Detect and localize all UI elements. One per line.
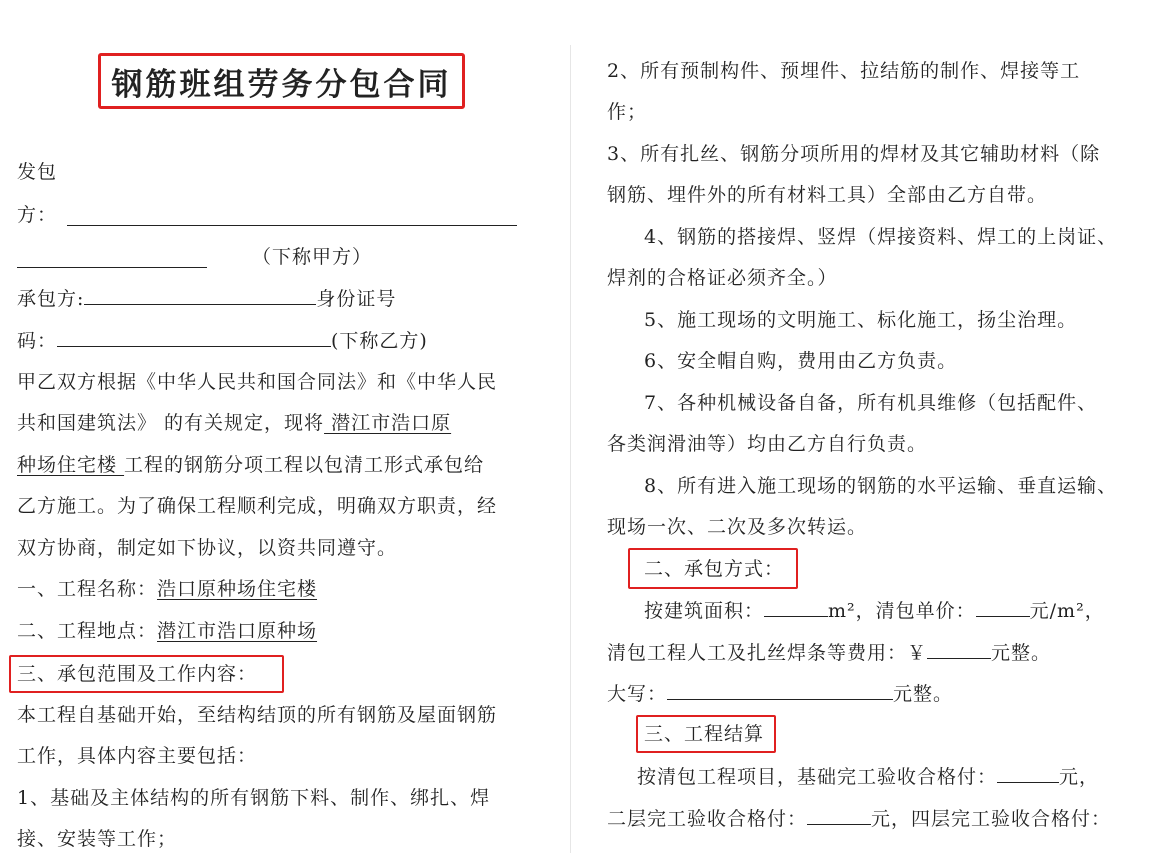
project-name-underlined: 种场住宅楼	[17, 454, 125, 476]
scope-item-4-line-1: 4、钢筋的搭接焊、竖焊（焊接资料、焊工的上岗证、	[644, 226, 1118, 248]
labor-cost-blank[interactable]	[927, 640, 991, 659]
amount-words-unit: 元整。	[893, 683, 954, 705]
preamble-text-3: 工程的钢筋分项工程以包清工形式承包给	[124, 454, 485, 476]
preamble-text: 共和国建筑法》 的有关规定，现将	[17, 412, 325, 434]
amount-words-blank[interactable]	[667, 681, 893, 700]
preamble-line-5: 双方协商，制定如下协议，以资共同遵守。	[17, 537, 398, 559]
scope-line-1: 本工程自基础开始，至结构结顶的所有钢筋及屋面钢筋	[17, 704, 498, 726]
scope-item-5: 5、施工现场的文明施工、标化施工，扬尘治理。	[644, 309, 1078, 331]
scope-item-7-line-2: 各类润滑油等）均由乙方自行负责。	[607, 433, 928, 455]
scope-item-8-line-1: 8、所有进入施工现场的钢筋的水平运输、垂直运输、	[644, 475, 1118, 497]
project-name-value: 浩口原种场住宅楼	[157, 578, 318, 600]
preamble-line-3	[17, 453, 484, 477]
party-a-note: （下称甲方）	[252, 246, 373, 268]
foundation-payment-unit: 元，	[1059, 766, 1100, 788]
party-b-note: (下称乙方)	[331, 330, 428, 352]
scope-item-1-line-1: 1、基础及主体结构的所有钢筋下料、制作、绑扎、焊	[17, 787, 491, 809]
unit-price-unit: 元/m²，	[1029, 600, 1105, 622]
employer-blank[interactable]	[67, 225, 517, 226]
section-scope-heading: 三、承包范围及工作内容：	[17, 663, 258, 685]
preamble-line-1: 甲乙双方根据《中华人民共和国合同法》和《中华人民	[17, 371, 498, 393]
contractor-blank[interactable]	[84, 286, 316, 305]
fourth-floor-payment-label: 元，四层完工验收合格付：	[871, 808, 1112, 830]
settlement-line-2	[607, 806, 1111, 831]
area-price-line	[644, 598, 1105, 623]
unit-price-label: m²，清包单价：	[828, 600, 976, 622]
foundation-payment-label: 按清包工程项目，基础完工验收合格付：	[637, 766, 998, 788]
id-number-label: 身份证号	[316, 288, 397, 310]
scope-item-3-line-2: 钢筋、埋件外的所有材料工具）全部由乙方自带。	[607, 184, 1048, 206]
labor-cost-unit: 元整。	[991, 642, 1052, 664]
project-location-line	[17, 619, 317, 643]
employer-label-line1: 发包	[17, 161, 58, 183]
second-floor-payment-label: 二层完工验收合格付：	[607, 808, 808, 830]
labor-cost-line	[607, 640, 1051, 665]
section-settlement-heading: 三、工程结算	[644, 723, 765, 745]
scope-item-4-line-2: 焊剂的合格证必须齐全。）	[607, 267, 838, 289]
preamble-line-2	[17, 411, 451, 435]
id-number-blank[interactable]	[57, 328, 331, 347]
project-name-label: 一、工程名称：	[17, 578, 158, 600]
scope-item-3-line-1: 3、所有扎丝、钢筋分项所用的焊材及其它辅助材料（除	[607, 143, 1101, 165]
contractor-label: 承包方:	[17, 288, 85, 310]
id-number-label-2: 码：	[17, 330, 58, 352]
unit-price-blank[interactable]	[976, 598, 1030, 617]
labor-cost-label: 清包工程人工及扎丝焊条等费用：￥	[607, 642, 928, 664]
project-location-underlined: 潜江市浩口原	[324, 412, 452, 434]
preamble-line-4: 乙方施工。为了确保工程顺利完成，明确双方职责，经	[17, 495, 498, 517]
scope-item-6: 6、安全帽自购，费用由乙方负责。	[644, 350, 958, 372]
contractor-line	[17, 286, 396, 311]
scope-line-2: 工作，具体内容主要包括：	[17, 745, 258, 767]
second-floor-payment-blank[interactable]	[807, 806, 871, 825]
id-number-line	[17, 328, 428, 353]
employer-blank-2[interactable]	[17, 267, 207, 268]
scope-item-2-line-2: 作；	[607, 101, 648, 123]
scope-item-1-line-2: 接、安装等工作；	[17, 828, 178, 850]
section-method-heading: 二、承包方式：	[644, 558, 785, 580]
amount-words-line	[607, 681, 953, 706]
project-location-label: 二、工程地点：	[17, 620, 158, 642]
scope-item-7-line-1: 7、各种机械设备自备，所有机具维修（包括配件、	[644, 392, 1098, 414]
employer-label-line2: 方：	[17, 204, 58, 226]
project-name-line	[17, 577, 317, 601]
settlement-line-1	[637, 764, 1099, 789]
project-location-value: 潜江市浩口原种场	[157, 620, 318, 642]
foundation-payment-blank[interactable]	[997, 764, 1059, 783]
document-title: 钢筋班组劳务分包合同	[98, 53, 465, 109]
amount-words-label: 大写：	[607, 683, 668, 705]
column-divider	[570, 45, 571, 853]
area-blank[interactable]	[764, 598, 828, 617]
scope-item-8-line-2: 现场一次、二次及多次转运。	[607, 516, 868, 538]
area-label: 按建筑面积：	[644, 600, 765, 622]
scope-item-2-line-1: 2、所有预制构件、预埋件、拉结筋的制作、焊接等工	[607, 60, 1081, 82]
